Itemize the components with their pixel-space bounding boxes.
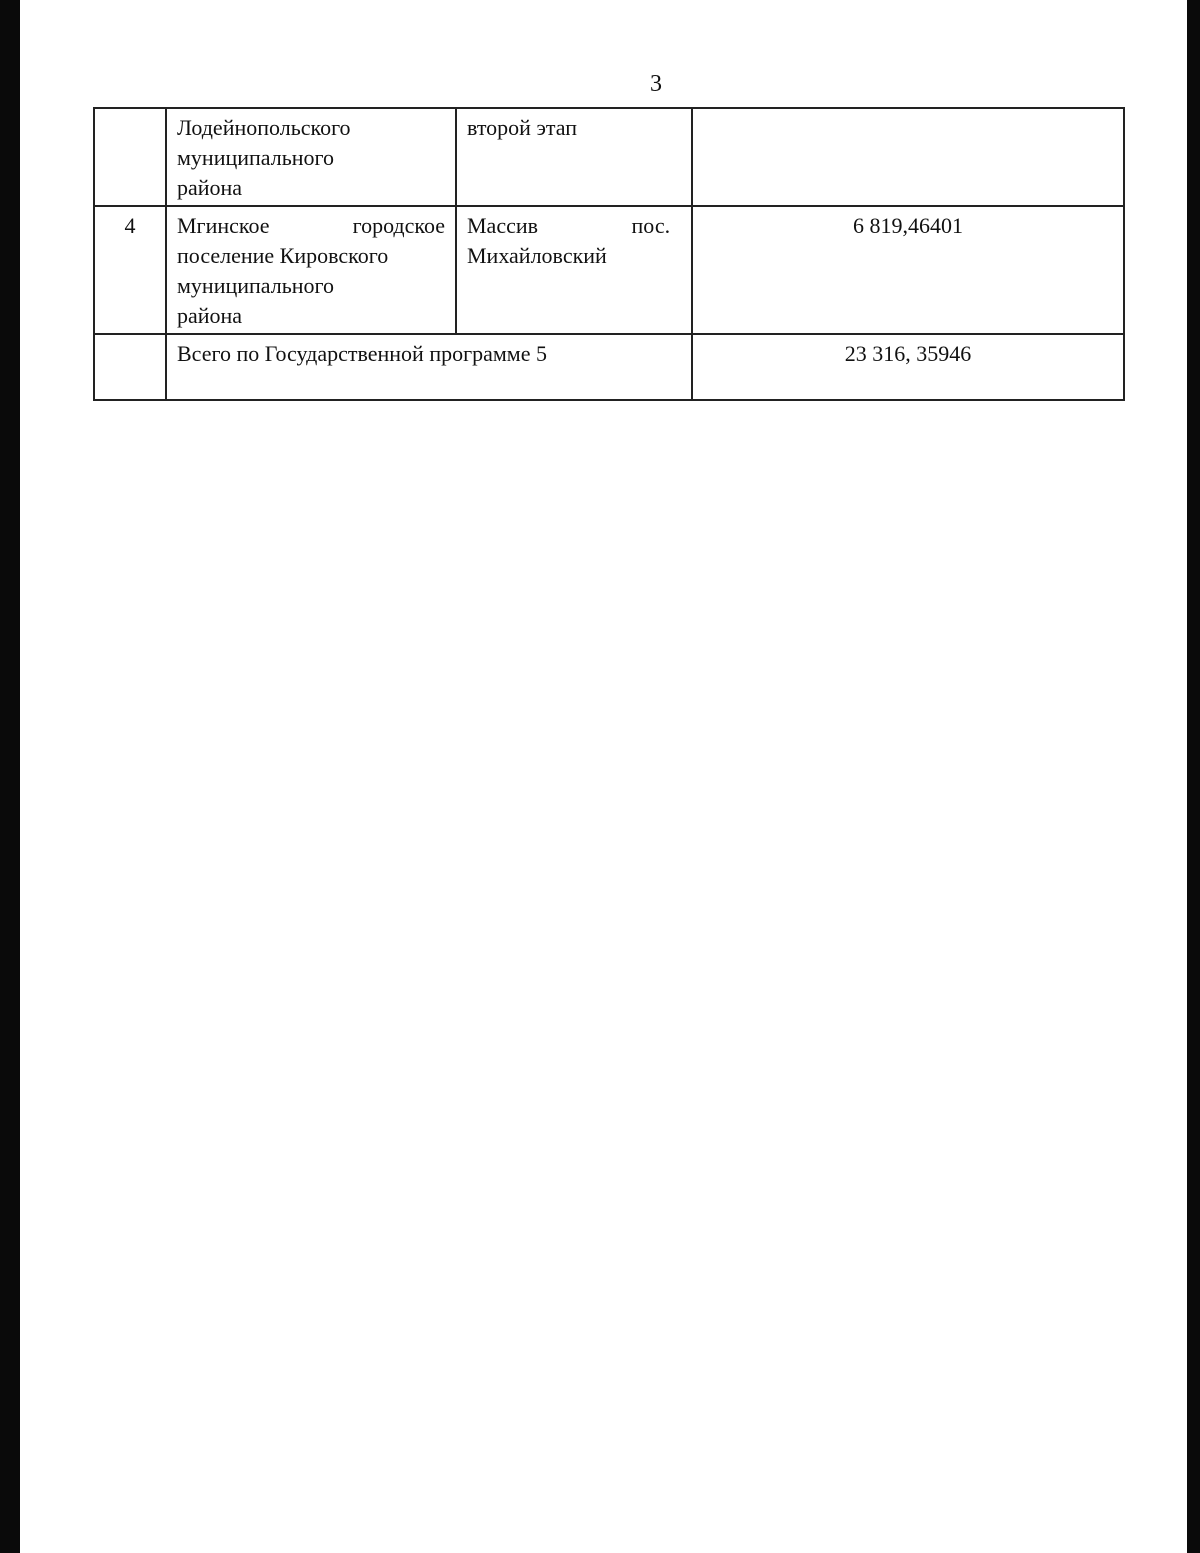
- page-number: 3: [650, 71, 662, 97]
- row-number-cell: [94, 334, 166, 400]
- municipality-line: Лодейнопольского: [177, 115, 351, 140]
- row-number-cell: [94, 108, 166, 206]
- municipality-cell: [166, 108, 456, 206]
- municipality-line: поселение Кировского: [177, 243, 389, 268]
- object-cell: [456, 206, 692, 334]
- total-label-cell: Всего по Государственной программе 5: [166, 334, 692, 400]
- object-cell: [456, 108, 692, 206]
- amount-cell: [692, 108, 1124, 206]
- object-line: второй этап: [467, 115, 578, 140]
- municipality-line: района: [177, 175, 243, 200]
- municipality-line: муниципального: [177, 273, 335, 298]
- total-amount-cell: 23 316, 35946: [692, 334, 1124, 400]
- object-line: Массив пос.: [467, 213, 671, 238]
- object-line: Михайловский: [467, 243, 607, 268]
- row-number-cell: 4: [94, 206, 166, 334]
- table-row: [94, 206, 1124, 334]
- municipality-word: городское: [352, 213, 445, 238]
- amount-cell: 6 819,46401: [692, 206, 1124, 334]
- scan-border-right: [1187, 0, 1200, 1553]
- municipality-line-justified: [177, 211, 445, 241]
- scan-border-left: [0, 0, 20, 1553]
- municipality-line: района: [177, 303, 243, 328]
- municipality-cell: [166, 206, 456, 334]
- municipality-line: муниципального: [177, 145, 335, 170]
- total-row: [94, 334, 1124, 400]
- municipality-word: Мгинское: [177, 213, 270, 238]
- funding-table: [93, 107, 1125, 401]
- table-row: [94, 108, 1124, 206]
